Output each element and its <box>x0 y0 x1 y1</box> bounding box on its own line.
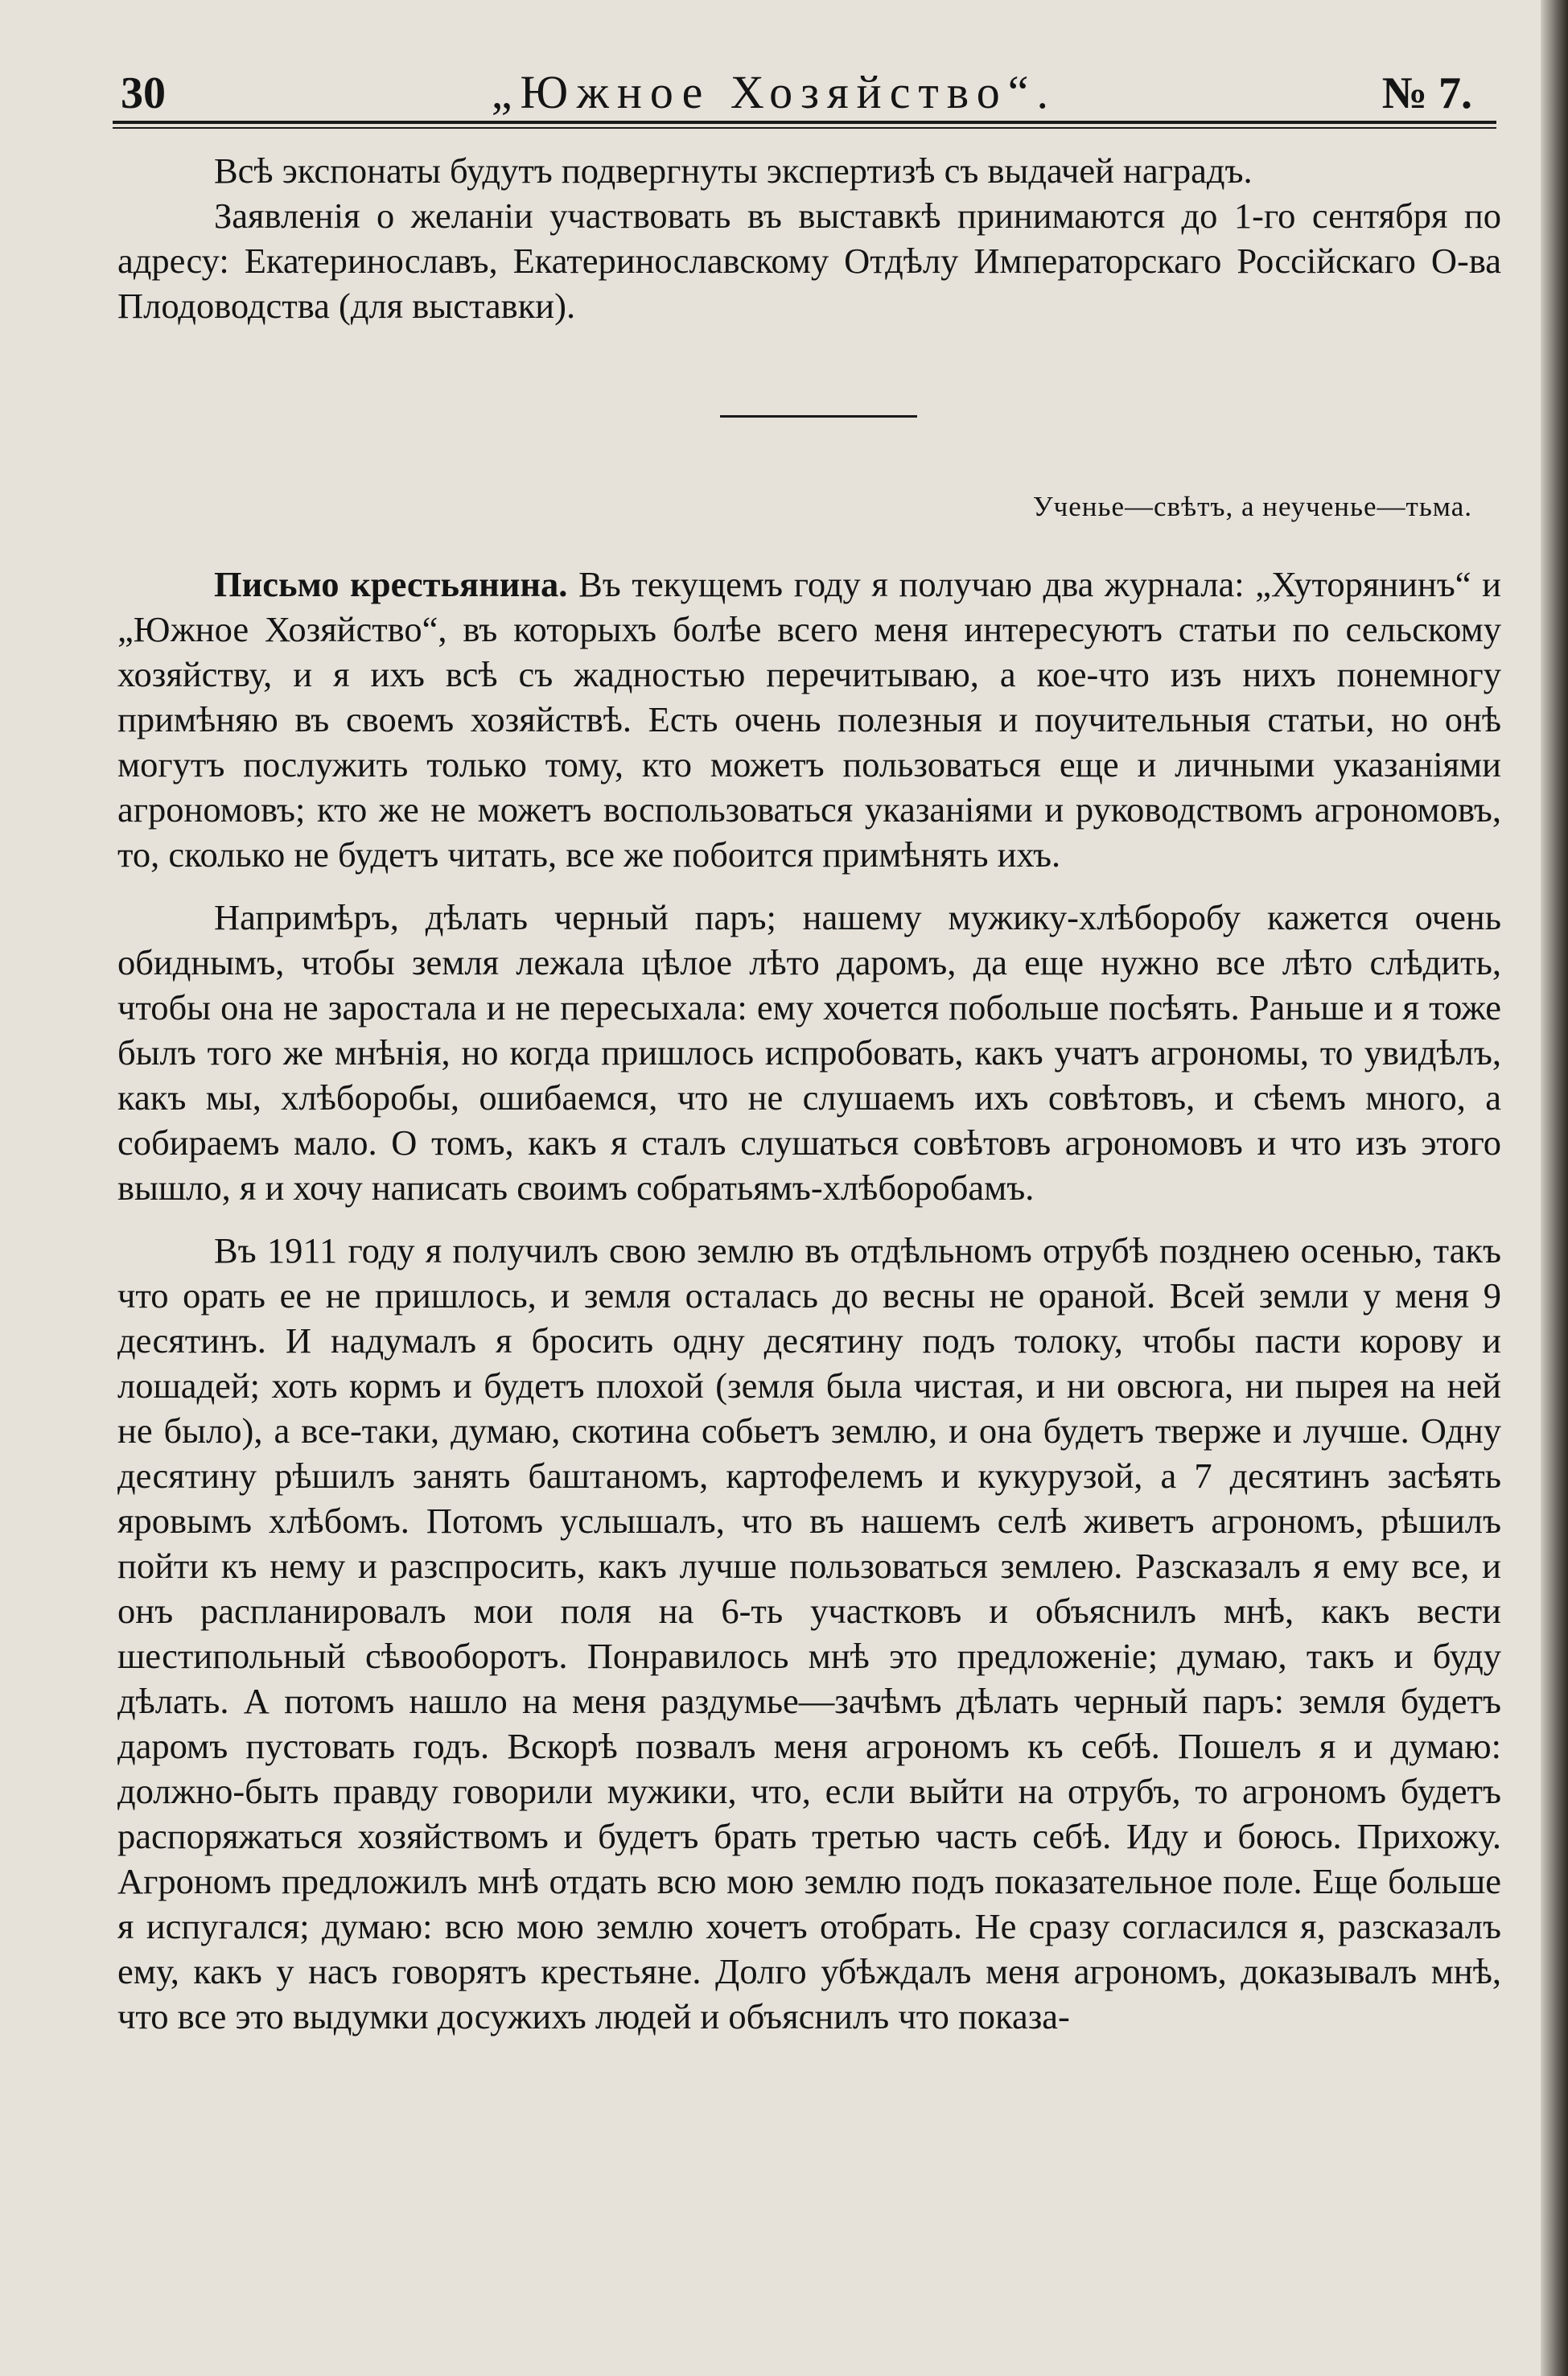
header-rule <box>113 121 1496 124</box>
notice-paragraph-1: Всѣ экспонаты будутъ подвергнуты экспертизѣ съ выдачей наградъ. <box>214 150 1253 191</box>
page-number: 30 <box>121 68 166 118</box>
article-lead-paragraph <box>117 562 1501 877</box>
running-header <box>121 63 1472 119</box>
lead-text: Въ текущемъ году я получаю два журнала: „Хуторянинъ“ и „Южное Хозяйство“, въ которыхъ болѣе всего меня интересуютъ статьи по сельскому хозяйству, и я ихъ всѣ съ жадностью перечитываю, а кое-что изъ нихъ понемногу примѣняю въ своемъ хозяйствѣ. Есть очень полезныя и поучительныя статьи, но онѣ могутъ послужить только тому, кто можетъ пользоваться еще и личными указаніями агрономовъ; кто же не можетъ воспользоваться указаніями и руководствомъ агрономовъ, то, сколько не будетъ читать, все же побоится примѣнять ихъ. <box>117 564 1501 875</box>
article-title: Письмо крестьянина. <box>214 564 568 604</box>
article-paragraph-2: Напримѣръ, дѣлать черный паръ; нашему мужику-хлѣборобу кажется очень обиднымъ, чтобы земля лежала цѣлое лѣто даромъ, да еще нужно все лѣто слѣдить, чтобы она не заростала и не пересыхала: ему хочется побольше посѣять. Раньше и я тоже былъ того же мнѣнія, но когда пришлось испробовать, какъ учатъ агрономы, то увидѣлъ, какъ мы, хлѣборобы, ошибаемся, что не слушаемъ ихъ совѣтовъ, и сѣемъ много, а собираемъ мало. О томъ, какъ я сталъ слушаться совѣтовъ агрономовъ и что изъ этого вышло, я и хочу написать своимъ собратьямъ-хлѣборобамъ. <box>117 897 1501 1208</box>
exhibition-notice <box>117 148 1501 328</box>
issue-number: № 7. <box>1381 68 1472 118</box>
epigraph: Ученье—свѣтъ, а неученье—тьма. <box>1032 491 1472 522</box>
article-body <box>117 562 1501 2039</box>
header-rule-thin <box>113 127 1496 129</box>
book-spine-shadow <box>1541 0 1568 2376</box>
section-divider <box>720 415 917 418</box>
notice-paragraph-2: Заявленія о желаніи участвовать въ выставкѣ принимаются до 1-го сентября по адресу: Екатеринославъ, Екатеринославскому Отдѣлу Императорскаго Россійскаго О-ва Плодоводства (для выставки). <box>117 196 1501 326</box>
article-paragraph-3: Въ 1911 году я получилъ свою землю въ отдѣльномъ отрубѣ позднею осенью, такъ что орать ее не пришлось, и земля осталась до весны не ораной. Всей земли у меня 9 десятинъ. И надумалъ я бросить одну десятину подъ толоку, чтобы пасти корову и лошадей; хоть кормъ и будетъ плохой (земля была чистая, и ни овсюга, ни пырея на ней не было), а все-таки, думаю, скотина собьетъ землю, и она будетъ тверже и лучше. Одну десятину рѣшилъ занять баштаномъ, картофелемъ и кукурузой, а 7 десятинъ засѣять яровымъ хлѣбомъ. Потомъ услышалъ, что въ нашемъ селѣ живетъ агрономъ, рѣшилъ пойти къ нему и разспросить, какъ лучше пользоваться землею. Разсказалъ я ему все, и онъ распланировалъ мои поля на 6-ть участковъ и объяснилъ мнѣ, какъ вести шестипольный сѣвооборотъ. Понравилось мнѣ это предложеніе; думаю, такъ и буду дѣлать. А потомъ нашло на меня раздумье—зачѣмъ дѣлать черный паръ: земля будетъ даромъ пустовать годъ. Вскорѣ позвалъ меня агрономъ къ себѣ. Пошелъ я и думаю: должно-быть правду говорили мужики, что, если выйти на отрубъ, то агрономъ будетъ распоряжаться хозяйствомъ и будетъ брать третью часть себѣ. Иду и боюсь. Прихожу. Агрономъ предложилъ мнѣ отдать всю мою землю подъ показательное поле. Еще больше я испугался; думаю: всю мою землю хочетъ отобрать. Не сразу согласился я, разсказалъ ему, какъ у насъ говорятъ крестьяне. Долго убѣждалъ меня агрономъ, доказывалъ мнѣ, что все это выдумки досужихъ людей и объяснилъ что показа- <box>117 1230 1501 2036</box>
journal-title: „Южное Хозяйство“. <box>491 66 1057 118</box>
